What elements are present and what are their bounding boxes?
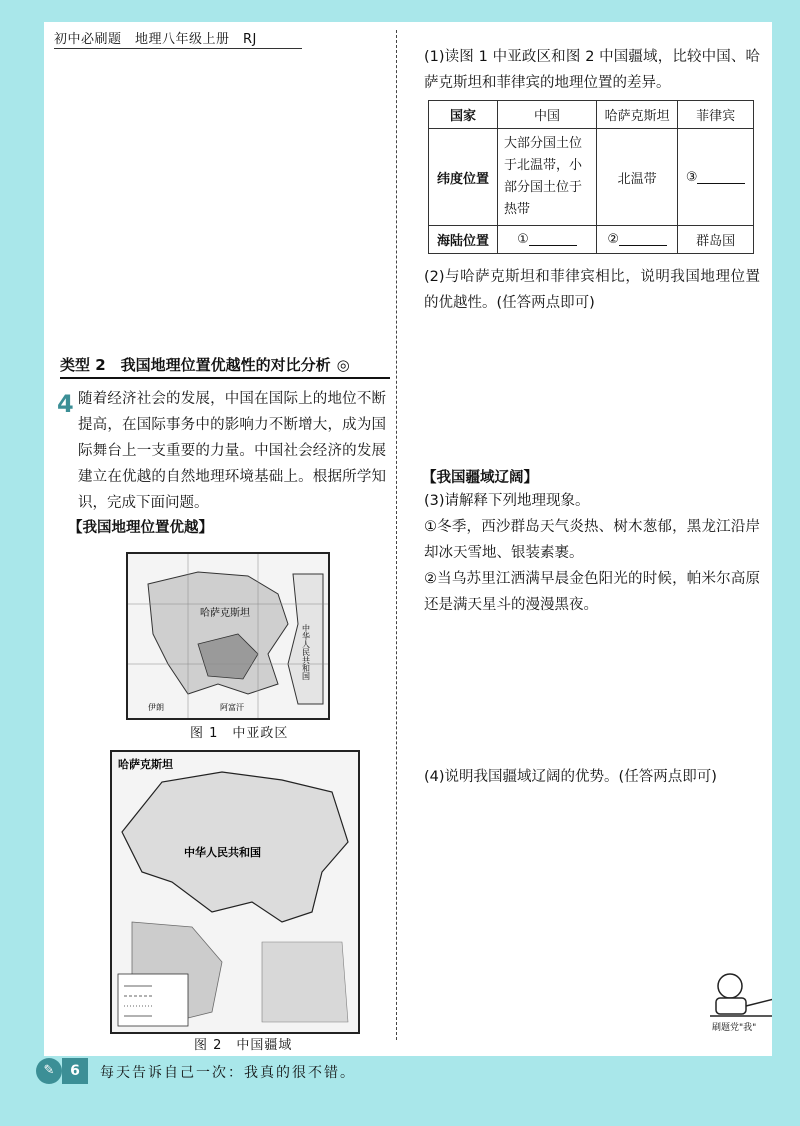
map1-label-iran: 伊朗 [148,703,164,712]
figure2-caption: 图 2 中国疆域 [194,1038,293,1053]
map1-label-kazakhstan: 哈萨克斯坦 [200,608,250,619]
map2-label-kazakhstan: 哈萨克斯坦 [118,758,173,771]
cell-philippines-latitude[interactable] [678,129,754,226]
answer-blank[interactable] [697,171,745,184]
column-divider [396,30,397,1040]
table-header-cell: 国家 [429,101,498,129]
map-china-territory [110,750,360,1034]
map-central-asia [126,552,330,720]
table-header-cell: 哈萨克斯坦 [597,101,678,129]
answer-blank[interactable] [619,233,667,246]
mascot-caption: 刷题党"我" [712,1023,757,1033]
subsection-tag-location: 【我国地理位置优越】 [68,520,213,536]
table-header-cell: 中国 [498,101,597,129]
header-rule [54,48,302,49]
row-label-latitude: 纬度位置 [429,129,498,226]
cell-china-latitude: 大部分国土位于北温带，小部分国土位于热带 [498,129,597,226]
subsection-tag-territory: 【我国疆域辽阔】 [422,470,538,486]
figure1-caption: 图 1 中亚政区 [190,726,289,741]
page-number: 6 [62,1058,88,1084]
table-row-latitude [429,129,754,226]
table-header-cell: 菲律宾 [678,101,754,129]
blank-number: ① [517,232,529,247]
footer-motto: 每天告诉自己一次：我真的很不错。 [100,1065,356,1081]
map-central-asia-drawing [128,554,328,718]
table-header-row [429,101,754,129]
map-china-drawing [112,752,358,1032]
section-title [60,354,390,379]
cell-kazakhstan-sea-land[interactable] [597,226,678,254]
map1-label-afghanistan: 阿富汗 [220,703,244,712]
comparison-table [428,100,754,254]
row-label-sea-land: 海陆位置 [429,226,498,254]
map2-label-china: 中华人民共和国 [184,846,261,859]
running-header: 初中必刷题 地理八年级上册 RJ [54,32,257,47]
question-2: (2)与哈萨克斯坦和菲律宾相比，说明我国地理位置的优越性。(任答两点即可) [424,269,760,311]
question-number: 4 [57,390,74,418]
question-3a: ①冬季，西沙群岛天气炎热、树木葱郁，黑龙江沿岸却冰天雪地、银装素裹。 [424,519,760,561]
map1-label-china: 中华人民共和国 [301,624,311,680]
question-3b: ②当乌苏里江洒满早晨金色阳光的时候，帕米尔高原还是满天星斗的漫漫黑夜。 [424,571,760,613]
target-icon: ◎ [336,356,350,374]
blank-number: ② [607,232,619,247]
mascot-sticker [700,968,772,1024]
blank-number: ③ [685,169,698,185]
cell-kazakhstan-latitude: 北温带 [597,129,678,226]
cell-china-sea-land[interactable] [498,226,597,254]
question-4: (4)说明我国疆域辽阔的优势。(任答两点即可) [424,769,717,785]
question-intro: 随着经济社会的发展，中国在国际上的地位不断提高，在国际事务中的影响力不断增大，成为国际舞台上一支重要的力量。中国社会经济的发展建立在优越的自然地理环境基础上。根据所学知识，完成下面问题。 [78,391,386,511]
question-1: (1)读图 1 中亚政区和图 2 中国疆域，比较中国、哈萨克斯坦和菲律宾的地理位置的差异。 [424,49,760,91]
question-3: (3)请解释下列地理现象。 [424,493,590,509]
table-row-sea-land [429,226,754,254]
book-icon: ✎ [36,1058,62,1084]
cell-philippines-sea-land: 群岛国 [678,226,754,254]
section-title-text: 类型 2 我国地理位置优越性的对比分析 [60,356,331,374]
worksheet-page [44,22,772,1056]
answer-blank[interactable] [529,233,577,246]
